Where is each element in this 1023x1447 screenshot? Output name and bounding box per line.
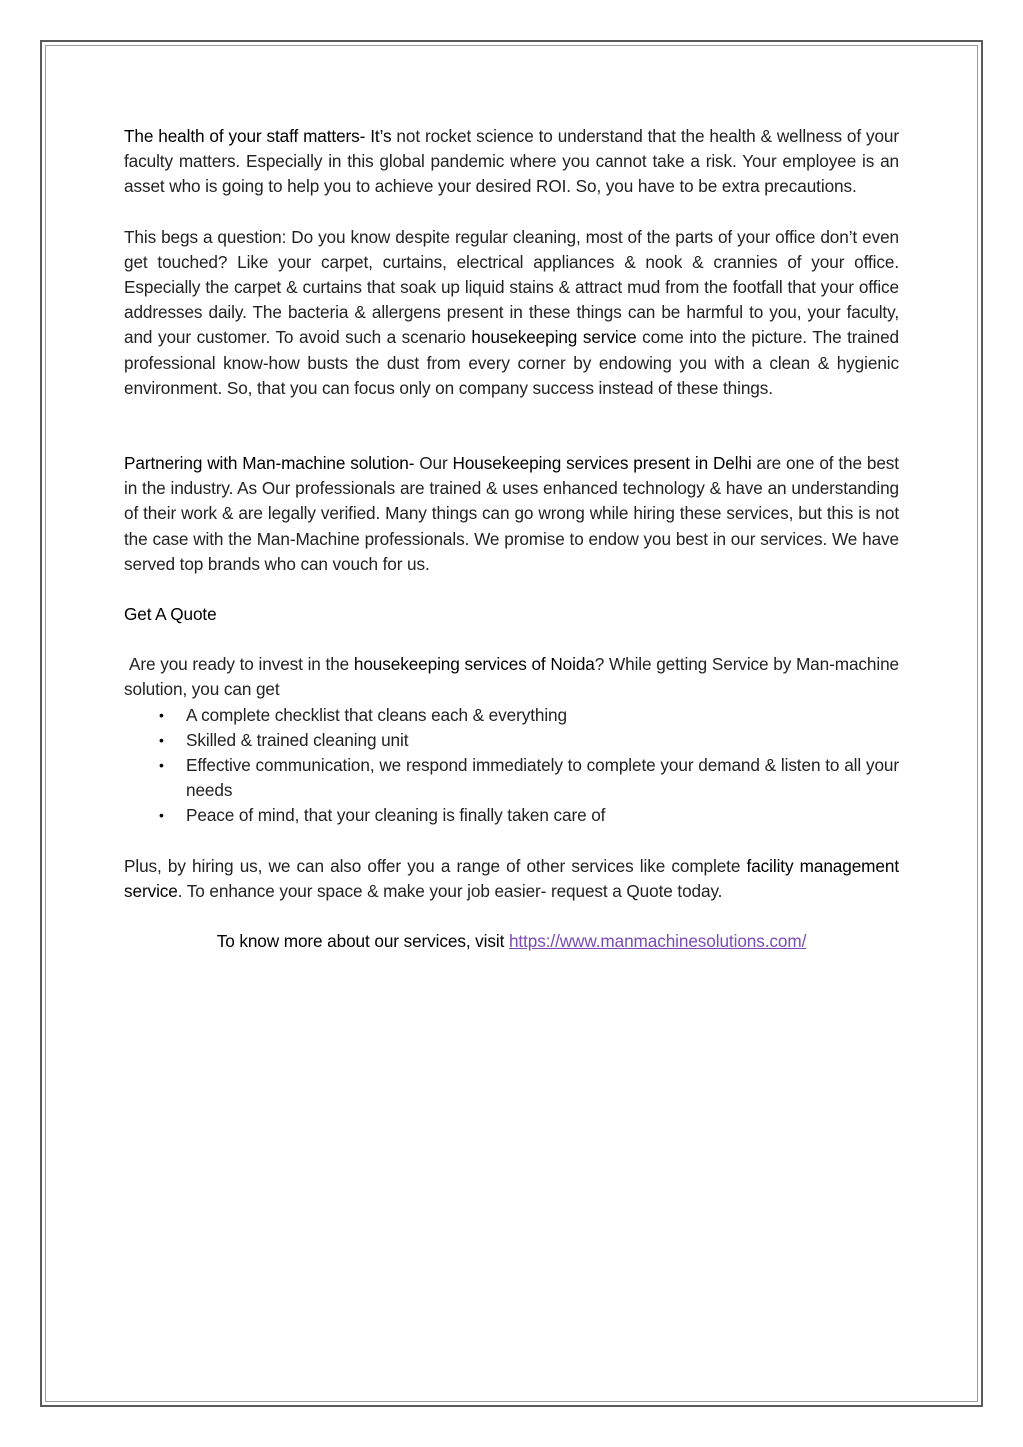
noida-services-highlight: housekeeping services of Noida: [353, 654, 595, 675]
plus-end: . To enhance your space & make your job easier- request a Quote today.: [177, 880, 723, 901]
cleaning-question-start: This begs a question: Do you know despite regular cleaning, most of the parts of your office don’t even get touched? Like your carpet, curtains, electrical appliances & nook & crannies of your office. Especially the carpet & curtains that soak up liquid stains & attract mud from the footfall that your office addresses daily. The bacteria & allergens present in these things can be harmful to you, your faculty, and your customer. To avoid such a scenario: [124, 226, 899, 348]
get-quote-text: Get A Quote: [124, 604, 217, 625]
invest-start: Are you ready to invest in the: [129, 654, 354, 675]
partnering-body: are one of the best in the industry. As Our professionals are trained & uses enhanced technology & have an understanding of their work & are legally verified. Many things can go wrong while hiring these services, but this is not the case with the Man-Machine professionals. We promise to endow you best in our services. We have served top brands who can vouch for us.: [124, 453, 899, 574]
partnering-lead: Partnering with Man-machine solution-: [124, 453, 415, 474]
invest-end: ? While getting Service by Man-machine solution, you can get: [124, 654, 899, 700]
paragraph-plus-services: [124, 854, 899, 904]
staff-health-body: not rocket science to understand that the health & wellness of your faculty matters. Especially in this global pandemic where you cannot take a risk. Your employee is an asset who is going to help you to achieve your desired ROI. So, you have to be extra precautions.: [124, 126, 899, 197]
paragraph-spacer: [124, 829, 899, 854]
paragraph-spacer: [124, 577, 899, 602]
staff-health-lead: The health of your staff matters- It’s: [124, 126, 392, 146]
paragraph-spacer: [124, 200, 899, 225]
bullet-icon: •: [159, 731, 164, 748]
housekeeping-service-highlight: housekeeping service: [471, 327, 637, 348]
website-link[interactable]: https://www.manmachinesolutions.com/: [508, 931, 807, 952]
benefit-text: Effective communication, we respond immediately to complete your demand & listen to all your needs: [186, 755, 899, 801]
paragraph-staff-health: [124, 124, 899, 200]
document-body: [124, 124, 899, 954]
plus-start: Plus, by hiring us, we can also offer you a range of other services like complete: [124, 855, 747, 876]
list-item: [124, 753, 899, 803]
list-item: [124, 803, 899, 828]
paragraph-cleaning-question: [124, 225, 899, 401]
benefit-text: Skilled & trained cleaning unit: [186, 729, 409, 750]
list-item: [124, 703, 899, 728]
footer-cta-text: To know more about our services, visit: [216, 931, 509, 952]
paragraph-spacer: [124, 401, 899, 451]
bullet-icon: •: [159, 757, 164, 774]
facility-management-highlight: facility management service: [124, 855, 899, 901]
paragraph-spacer: [124, 904, 899, 929]
bullet-icon: •: [159, 807, 164, 824]
delhi-services-highlight: Housekeeping services present in Delhi: [452, 453, 752, 474]
footer-cta: [124, 929, 899, 954]
benefit-text: A complete checklist that cleans each & everything: [186, 704, 567, 725]
paragraph-partnering: [124, 451, 899, 577]
benefit-text: Peace of mind, that your cleaning is finally taken care of: [186, 805, 606, 826]
benefits-list: [124, 703, 899, 829]
paragraph-invest: [124, 652, 899, 702]
bullet-icon: •: [159, 706, 164, 723]
cleaning-question-end: come into the picture. The trained professional know-how busts the dust from every corner by endowing you with a clean & hygienic environment. So, that you can focus only on company success instead of these things.: [124, 327, 899, 398]
get-quote-heading: [124, 602, 899, 627]
list-item: [124, 728, 899, 753]
paragraph-spacer: [124, 627, 899, 652]
partnering-connector: Our: [414, 453, 453, 474]
